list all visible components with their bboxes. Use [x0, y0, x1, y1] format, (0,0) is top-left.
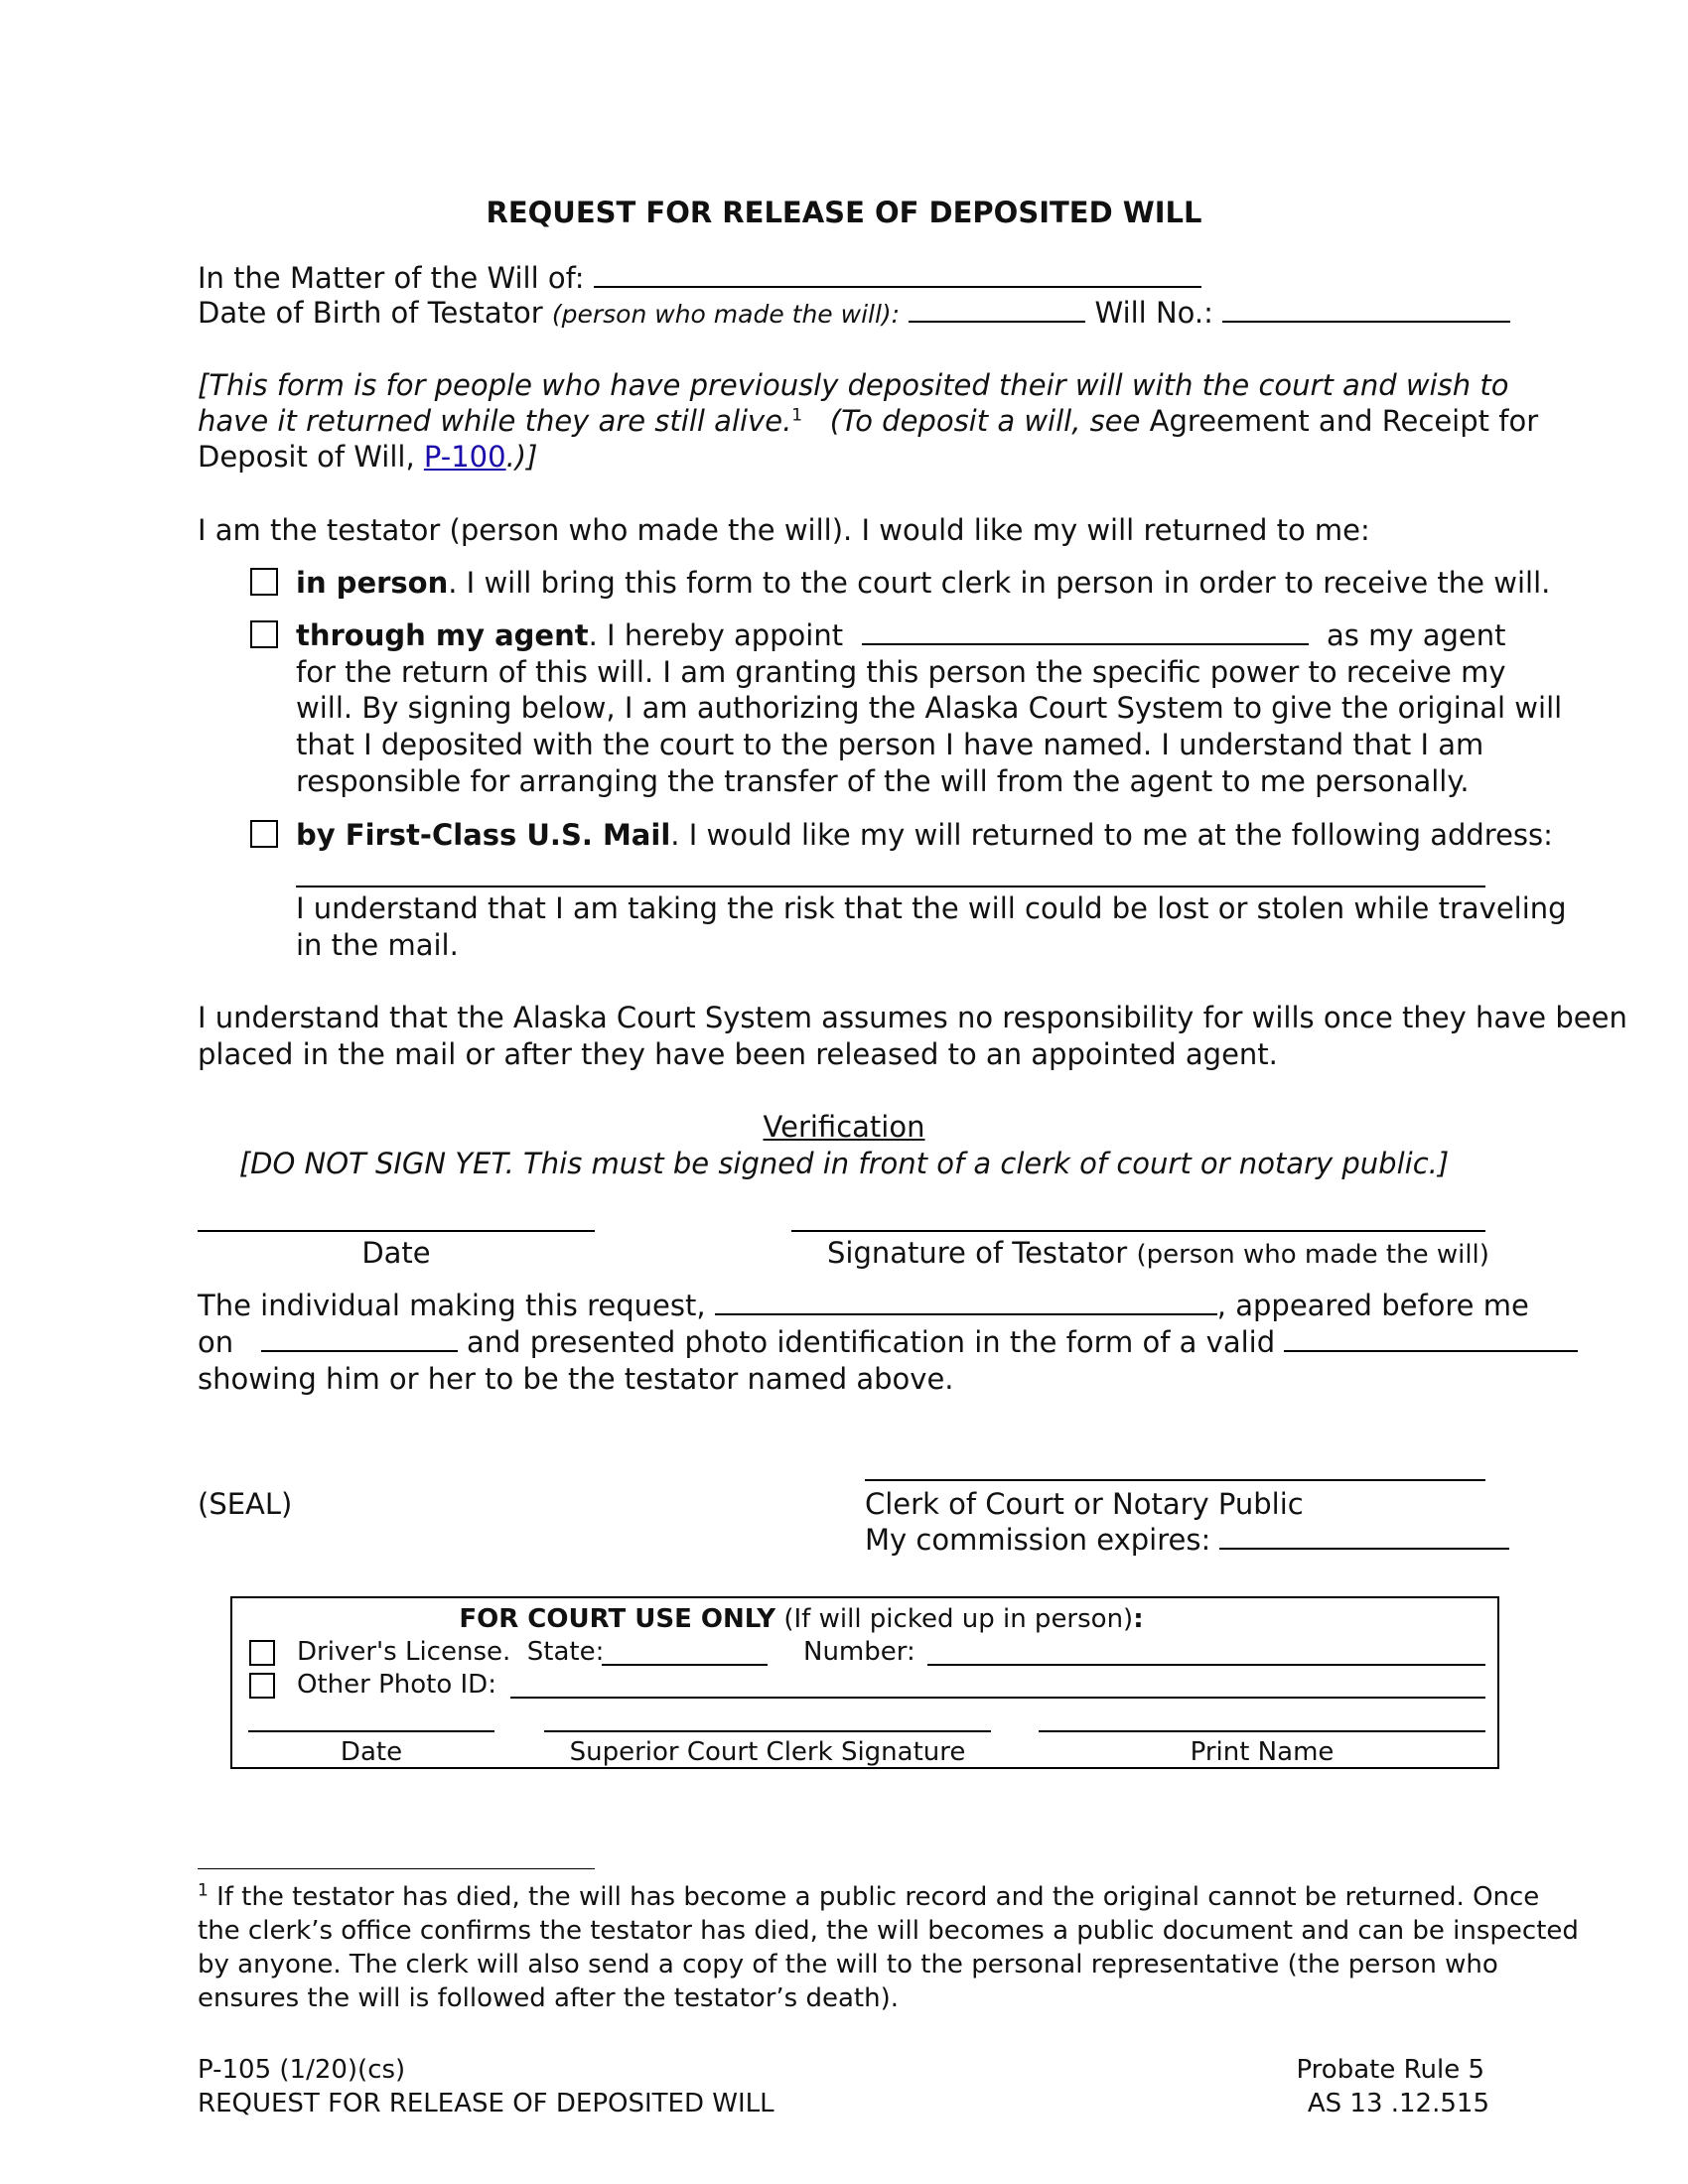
intro-line-2 — [198, 403, 1538, 440]
drivers-license-checkbox[interactable] — [249, 1640, 275, 1666]
clerk-sig-line[interactable] — [544, 1730, 991, 1732]
other-id-checkbox[interactable] — [249, 1673, 275, 1699]
individual-name-field[interactable] — [715, 1288, 1217, 1315]
responsibility-line-1: I understand that the Alaska Court System assumes no responsibility for wills once they have been — [198, 1001, 1627, 1034]
seal-label: (SEAL) — [198, 1487, 293, 1521]
footnote-ref: 1 — [791, 405, 803, 426]
signature-note: (person who made the will) — [1136, 1240, 1489, 1270]
verification-note — [0, 1146, 1688, 1182]
appearance-date-field[interactable] — [261, 1324, 458, 1352]
agent-label: through my agent — [296, 618, 589, 652]
agent-line-1 — [296, 617, 1505, 654]
presented-text: and presented photo identification in the form of a valid — [467, 1325, 1276, 1359]
appeared-text-b: , appeared before me — [1216, 1289, 1529, 1322]
date-label: Date — [361, 1236, 431, 1270]
footnote-mark: 1 — [198, 1880, 209, 1901]
agent-text-a: . I hereby appoint — [588, 618, 844, 652]
in-person-text — [296, 565, 1550, 602]
footnote-line-3: by anyone. The clerk will also send a copy of the will to the personal representative (the person who — [198, 1950, 1498, 1979]
intro-line-1 — [198, 367, 1508, 404]
presented-line — [198, 1324, 1578, 1361]
matter-label: In the Matter of the Will of: — [198, 261, 585, 295]
footnote-line-1 — [198, 1880, 1539, 1914]
appeared-text-a: The individual making this request, — [198, 1289, 706, 1322]
print-name-label: Print Name — [1190, 1737, 1335, 1767]
court-date-label: Date — [340, 1737, 403, 1767]
in-person-label: in person — [296, 566, 449, 600]
mail-line-1 — [296, 817, 1553, 854]
testator-statement: I am the testator (person who made the will). I would like my will returned to me: — [198, 513, 1370, 547]
number-label: Number: — [803, 1637, 915, 1667]
mail-risk-1: I understand that I am taking the risk that the will could be lost or stolen while traveling — [296, 891, 1567, 925]
footnote-separator — [198, 1868, 595, 1869]
intro-text-3-end: .)] — [505, 440, 538, 474]
intro-text-2: have it returned while they are still alive. — [198, 404, 792, 438]
state-label: State: — [526, 1637, 605, 1667]
will-no-field[interactable] — [1222, 295, 1510, 323]
commission-line — [865, 1522, 1509, 1559]
date-signature-line[interactable] — [198, 1230, 595, 1232]
dob-label: Date of Birth of Testator — [198, 296, 543, 330]
footnote-line-4: ensures the will is followed after the testator’s death). — [198, 1983, 899, 2013]
other-id-label: Other Photo ID: — [297, 1670, 496, 1700]
agent-line-2: for the return of this will. I am granting this person the specific power to receive my — [296, 655, 1506, 689]
mail-label: by First-Class U.S. Mail — [296, 818, 671, 852]
agent-checkbox[interactable] — [250, 620, 278, 648]
clerk-label: Clerk of Court or Notary Public — [865, 1487, 1304, 1521]
testator-signature-line[interactable] — [791, 1230, 1485, 1232]
drivers-license-line — [297, 1635, 604, 1669]
footnote-text-1: If the testator has died, the will has become a public record and the original cannot be returned. Once — [216, 1882, 1540, 1912]
clerk-sig-label: Superior Court Clerk Signature — [569, 1737, 966, 1767]
commission-expires-field[interactable] — [1219, 1522, 1509, 1550]
mail-risk-2: in the mail. — [296, 928, 459, 962]
drivers-license-label: Driver's License. — [297, 1637, 511, 1667]
agent-name-field[interactable] — [862, 617, 1309, 645]
footer-rule: Probate Rule 5 — [1296, 2055, 1484, 2085]
intro-text-2b: (To deposit a will, see — [829, 404, 1141, 438]
mail-address-field[interactable] — [296, 886, 1485, 887]
on-label: on — [198, 1325, 234, 1359]
agent-line-5: responsible for arranging the transfer of the will from the agent to me personally. — [296, 764, 1470, 798]
appeared-line — [198, 1288, 1529, 1324]
showing-line: showing him or her to be the testator named above. — [198, 1362, 954, 1396]
intro-text-2c: Agreement and Receipt for — [1149, 404, 1539, 438]
intro-line-3 — [198, 439, 537, 476]
in-person-desc: . I will bring this form to the court clerk in person in order to receive the will. — [448, 566, 1551, 600]
court-use-heading-rest: (If will picked up in person) — [783, 1604, 1134, 1634]
p100-link[interactable]: P-100 — [423, 440, 506, 474]
footer-statute: AS 13 .12.515 — [1307, 2089, 1489, 2118]
state-field[interactable] — [602, 1664, 768, 1666]
matter-line — [198, 260, 1201, 297]
intro-text-1: [This form is for people who have previously deposited their will with the court and wish to — [198, 368, 1509, 402]
other-id-field[interactable] — [510, 1697, 1485, 1699]
mail-checkbox[interactable] — [250, 820, 278, 848]
responsibility-line-2: placed in the mail or after they have been released to an appointed agent. — [198, 1037, 1278, 1071]
agent-line-4: that I deposited with the court to the person I have named. I understand that I am — [296, 728, 1484, 761]
court-use-heading-bold: FOR COURT USE ONLY — [459, 1604, 776, 1634]
verification-heading: Verification — [763, 1110, 925, 1144]
court-date-line[interactable] — [248, 1730, 494, 1732]
commission-label: My commission expires: — [865, 1523, 1211, 1557]
intro-text-3: Deposit of Will, — [198, 440, 415, 474]
court-use-colon: : — [1133, 1604, 1144, 1634]
footer-form-title: REQUEST FOR RELEASE OF DEPOSITED WILL — [198, 2089, 774, 2118]
agent-text-b: as my agent — [1326, 618, 1506, 652]
dob-field[interactable] — [909, 295, 1085, 323]
license-number-field[interactable] — [927, 1664, 1485, 1666]
dob-note: (person who made the will): — [551, 300, 901, 329]
signature-label: Signature of Testator — [827, 1236, 1128, 1270]
form-title: REQUEST FOR RELEASE OF DEPOSITED WILL — [486, 196, 1202, 229]
verification-note-text: [DO NOT SIGN YET. This must be signed in front of a clerk of court or notary public.] — [238, 1147, 1450, 1180]
mail-desc: . I would like my will returned to me at the following address: — [670, 818, 1553, 852]
id-type-field[interactable] — [1284, 1324, 1578, 1352]
print-name-line[interactable] — [1039, 1730, 1485, 1732]
dob-line — [198, 295, 1510, 333]
testator-name-field[interactable] — [594, 260, 1201, 288]
footnote-line-2: the clerk’s office confirms the testator has died, the will becomes a public document and can be inspected — [198, 1916, 1579, 1946]
will-no-label: Will No.: — [1094, 296, 1213, 330]
agent-line-3: will. By signing below, I am authorizing the Alaska Court System to give the original will — [296, 691, 1563, 725]
court-use-heading — [230, 1602, 1372, 1636]
footer-form-code: P-105 (1/20)(cs) — [198, 2055, 406, 2085]
clerk-signature-line[interactable] — [865, 1479, 1485, 1481]
in-person-checkbox[interactable] — [250, 568, 278, 596]
signature-label-line — [827, 1235, 1489, 1274]
